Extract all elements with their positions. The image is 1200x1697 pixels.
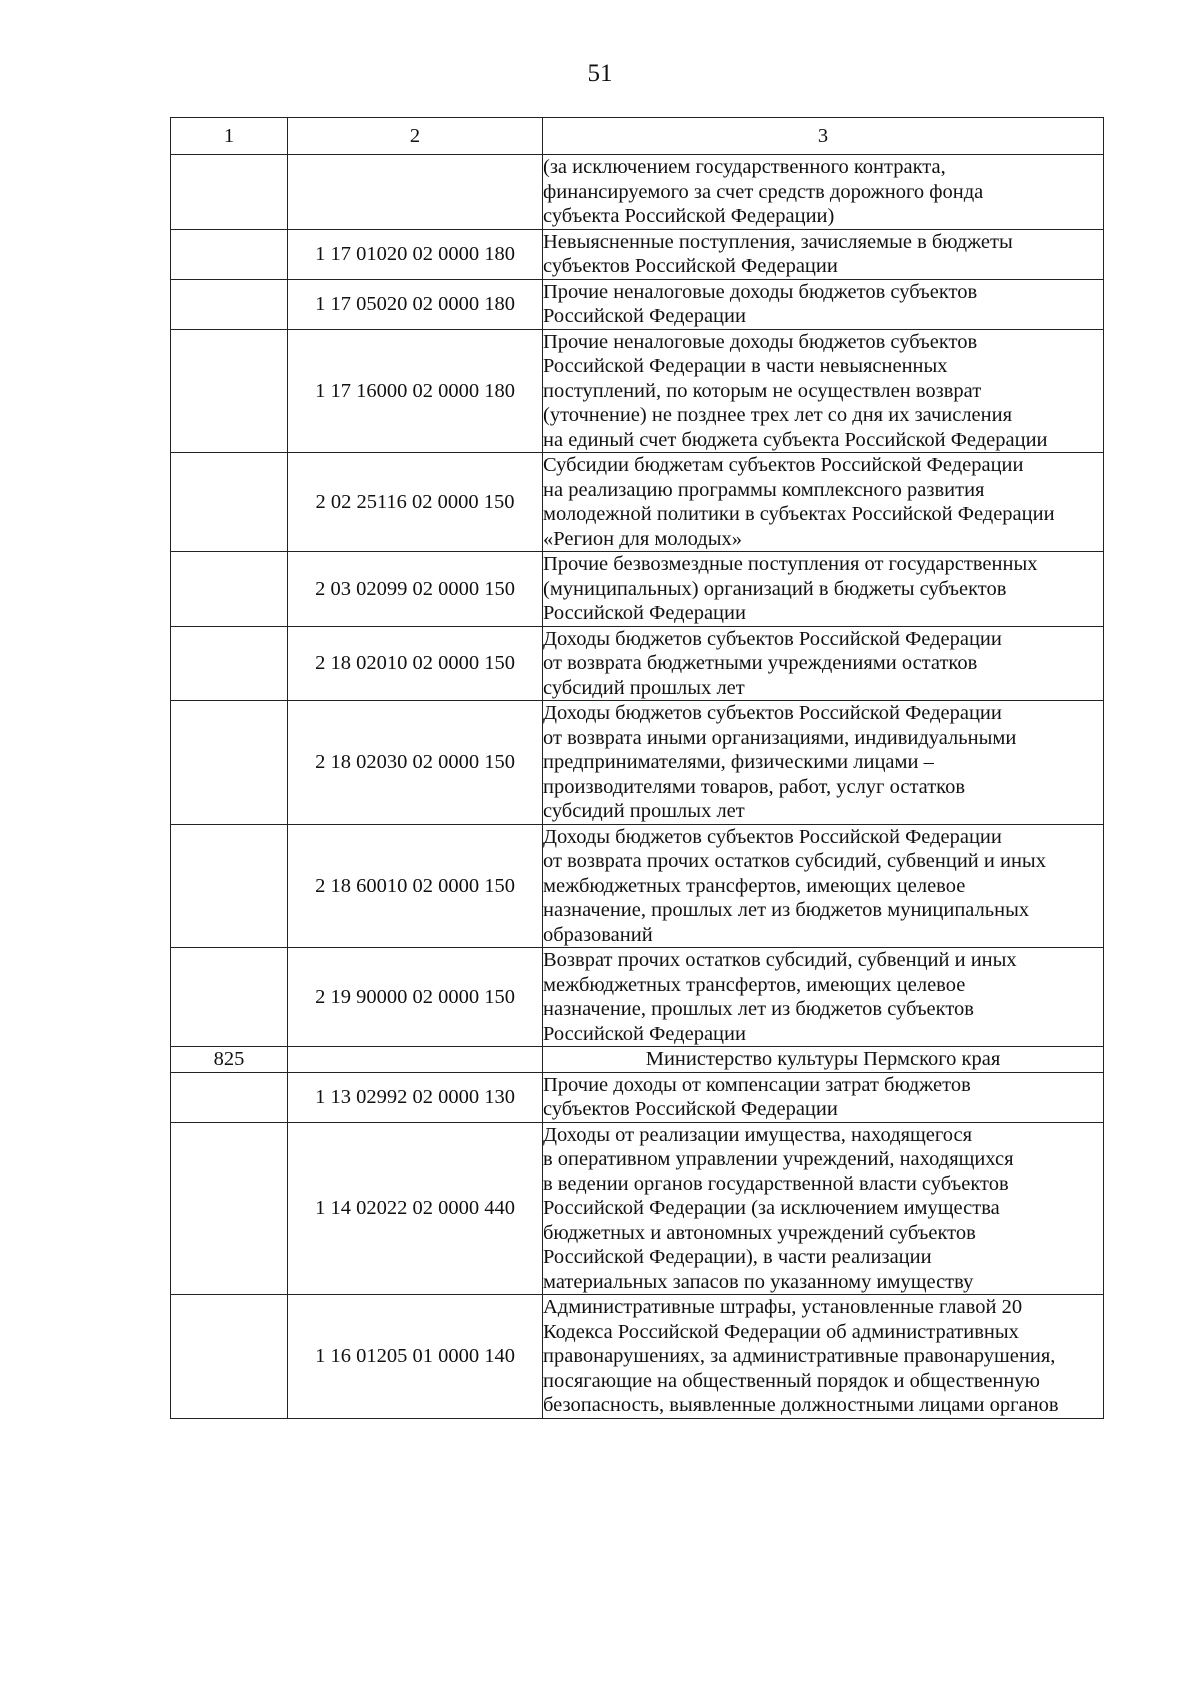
revenue-code-cell: 2 18 60010 02 0000 150 [288, 824, 543, 948]
revenue-code-cell: 1 17 01020 02 0000 180 [288, 229, 543, 279]
table-row [171, 948, 1104, 1047]
table-row [171, 552, 1104, 627]
revenue-name-cell: Доходы бюджетов субъектов Российской Федерации от возврата бюджетными учреждениями остатков субсидий прошлых лет [543, 626, 1104, 701]
table-row [171, 1122, 1104, 1295]
revenue-code-cell: 2 02 25116 02 0000 150 [288, 453, 543, 552]
revenue-name-cell: Возврат прочих остатков субсидий, субвенций и иных межбюджетных трансфертов, имеющих целевое назначение, прошлых лет из бюджетов субъектов Российской Федерации [543, 948, 1104, 1047]
revenue-code-cell [288, 1047, 543, 1073]
header-col-3: 3 [543, 118, 1104, 155]
revenue-code-cell: 1 13 02992 02 0000 130 [288, 1072, 543, 1122]
admin-code-cell [171, 824, 288, 948]
admin-code-cell [171, 552, 288, 627]
table-row [171, 229, 1104, 279]
revenue-name-cell: Субсидии бюджетам субъектов Российской Федерации на реализацию программы комплексного развития молодежной политики в субъектах Российской Федерации «Регион для молодых» [543, 453, 1104, 552]
table-row [171, 453, 1104, 552]
admin-code-cell [171, 155, 288, 230]
table-row [171, 329, 1104, 453]
revenue-name-cell: Административные штрафы, установленные главой 20 Кодекса Российской Федерации об административных правонарушениях, за административные правонарушения, посягающие на общественный порядок и общественную безопасность, выявленные должностными лицами органов [543, 1295, 1104, 1419]
table-row [171, 626, 1104, 701]
admin-code-cell [171, 1072, 288, 1122]
table-row [171, 701, 1104, 825]
revenue-name-cell: Прочие безвозмездные поступления от государственных (муниципальных) организаций в бюджеты субъектов Российской Федерации [543, 552, 1104, 627]
admin-code-cell [171, 1295, 288, 1419]
revenue-code-cell: 2 03 02099 02 0000 150 [288, 552, 543, 627]
table-row [171, 1072, 1104, 1122]
revenue-name-cell: Прочие неналоговые доходы бюджетов субъектов Российской Федерации в части невыясненных поступлений, по которым не осуществлен возврат (уточнение) не позднее трех лет со дня их зачисления на единый счет бюджета субъекта Российской Федерации [543, 329, 1104, 453]
administrator-name-cell: Министерство культуры Пермского края [543, 1047, 1104, 1073]
revenue-code-cell: 2 18 02010 02 0000 150 [288, 626, 543, 701]
table-row [171, 155, 1104, 230]
admin-code-cell [171, 229, 288, 279]
table-row [171, 824, 1104, 948]
revenue-code-cell: 1 17 05020 02 0000 180 [288, 279, 543, 329]
admin-code-cell [171, 701, 288, 825]
revenue-name-cell: Прочие неналоговые доходы бюджетов субъектов Российской Федерации [543, 279, 1104, 329]
table-header-row [171, 118, 1104, 155]
page-number: 51 [587, 60, 613, 87]
revenue-name-cell: (за исключением государственного контракта, финансируемого за счет средств дорожного фонда субъекта Российской Федерации) [543, 155, 1104, 230]
admin-code-cell: 825 [171, 1047, 288, 1073]
revenue-name-cell: Доходы бюджетов субъектов Российской Федерации от возврата иными организациями, индивидуальными предпринимателями, физическими лицами – производителями товаров, работ, услуг остатков субсидий прошлых лет [543, 701, 1104, 825]
admin-code-cell [171, 1122, 288, 1295]
revenue-code-cell: 1 17 16000 02 0000 180 [288, 329, 543, 453]
table-row [171, 1295, 1104, 1419]
header-col-1: 1 [171, 118, 288, 155]
admin-code-cell [171, 626, 288, 701]
table-row [171, 279, 1104, 329]
admin-code-cell [171, 279, 288, 329]
section-header-row [171, 1047, 1104, 1073]
revenue-name-cell: Доходы от реализации имущества, находящегося в оперативном управлении учреждений, находящихся в ведении органов государственной власти субъектов Российской Федерации (за исключением имущества бюджетных и автономных учреждений субъектов Российской Федерации), в части реализации материальных запасов по указанному имуществу [543, 1122, 1104, 1295]
revenue-name-cell: Доходы бюджетов субъектов Российской Федерации от возврата прочих остатков субсидий, субвенций и иных межбюджетных трансфертов, имеющих целевое назначение, прошлых лет из бюджетов муниципальных образований [543, 824, 1104, 948]
admin-code-cell [171, 948, 288, 1047]
revenue-name-cell: Невыясненные поступления, зачисляемые в бюджеты субъектов Российской Федерации [543, 229, 1104, 279]
header-col-2: 2 [288, 118, 543, 155]
revenue-code-table [170, 117, 1104, 1419]
revenue-name-cell: Прочие доходы от компенсации затрат бюджетов субъектов Российской Федерации [543, 1072, 1104, 1122]
admin-code-cell [171, 329, 288, 453]
revenue-code-cell [288, 155, 543, 230]
revenue-code-cell: 2 19 90000 02 0000 150 [288, 948, 543, 1047]
revenue-code-cell: 1 16 01205 01 0000 140 [288, 1295, 543, 1419]
revenue-code-cell: 2 18 02030 02 0000 150 [288, 701, 543, 825]
revenue-code-cell: 1 14 02022 02 0000 440 [288, 1122, 543, 1295]
admin-code-cell [171, 453, 288, 552]
